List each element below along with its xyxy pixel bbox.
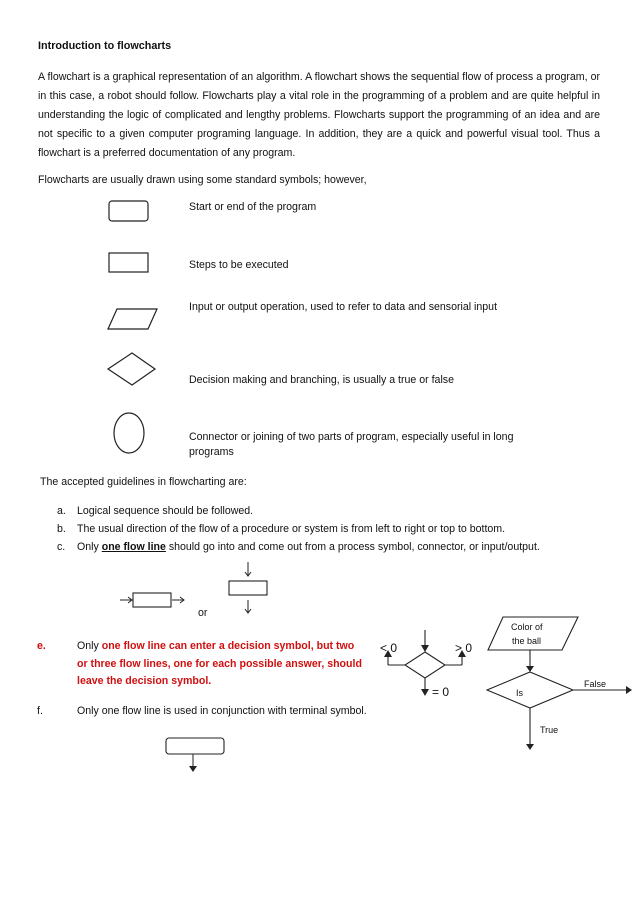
single-flow-line-diagram [110, 560, 280, 625]
terminal-flow-diagram [160, 735, 235, 775]
arrow-right-icon [626, 686, 632, 694]
decision-diamond [405, 652, 445, 678]
symbol-label-decision: Decision making and branching, is usually a true or false [189, 374, 454, 386]
or-label: or [198, 607, 208, 619]
guideline-e: e. Only one flow line can enter a decision symbol, but two or three flow lines, one for each possible answer, should leave the decision symbol. [37, 640, 362, 687]
symbol-label-connector: Connector or joining of two parts of program, especially useful in long programs [189, 431, 514, 458]
arrow-down-icon [526, 744, 534, 750]
diamond-icon [108, 353, 155, 385]
symbol-label-terminal: Start or end of the program [189, 201, 317, 213]
page-title: Introduction to flowcharts [38, 40, 172, 52]
rounded-rectangle-icon [109, 201, 148, 221]
ellipse-icon [114, 413, 144, 453]
io-label-line2: the ball [512, 636, 542, 646]
decision-label: Is [516, 688, 524, 698]
decision-diamond [487, 672, 573, 708]
less-than-label: < 0 [380, 641, 398, 655]
guideline-c: c. Only one flow line should go into and come out from a process symbol, connector, or input/output. [57, 541, 540, 553]
arrow-down-icon [421, 645, 429, 652]
true-label: True [540, 725, 559, 735]
parallelogram-icon [108, 309, 157, 329]
io-label-line1: Color of [511, 622, 543, 632]
intro-paragraph: A flowchart is a graphical representation of an algorithm. A flowchart shows the sequential flow of process a program, or in this case, a robot should follow. Flowcharts play a vital role in the programming of a problem and are quite helpful in understanding the logic of complicated and lengthy problems. Flowcharts support the programming of an idea and are not specific to a given computer programing language. In addition, they are a quick and powerful visual tool. Thus a flowchart is a preferred documentation of any program. [38, 71, 600, 159]
guideline-a: a. Logical sequence should be followed. [57, 505, 254, 517]
greater-than-label: > 0 [455, 641, 473, 655]
symbol-label-io: Input or output operation, used to refer to data and sensorial input [189, 301, 498, 313]
equal-label: = 0 [432, 685, 450, 699]
arrow-down-icon [189, 766, 197, 772]
rectangle-icon [109, 253, 148, 272]
false-label: False [584, 679, 607, 689]
guideline-f: f. Only one flow line is used in conjunction with terminal symbol. [37, 705, 367, 717]
arrow-down-icon [421, 689, 429, 696]
symbol-icons [100, 195, 170, 465]
decision-diagram [370, 625, 480, 705]
guideline-b: b. The usual direction of the flow of a procedure or system is from left to right or top to bottom. [57, 523, 506, 535]
symbol-label-process: Steps to be executed [189, 259, 289, 271]
process-box [133, 593, 171, 607]
symbols-intro: Flowcharts are usually drawn using some standard symbols; however, [38, 174, 367, 186]
guidelines-intro: The accepted guidelines in flowcharting are: [40, 476, 247, 488]
process-box [229, 581, 267, 595]
arrow-down-icon [526, 666, 534, 672]
terminal-box [166, 738, 224, 754]
ball-color-flowchart [480, 612, 635, 762]
